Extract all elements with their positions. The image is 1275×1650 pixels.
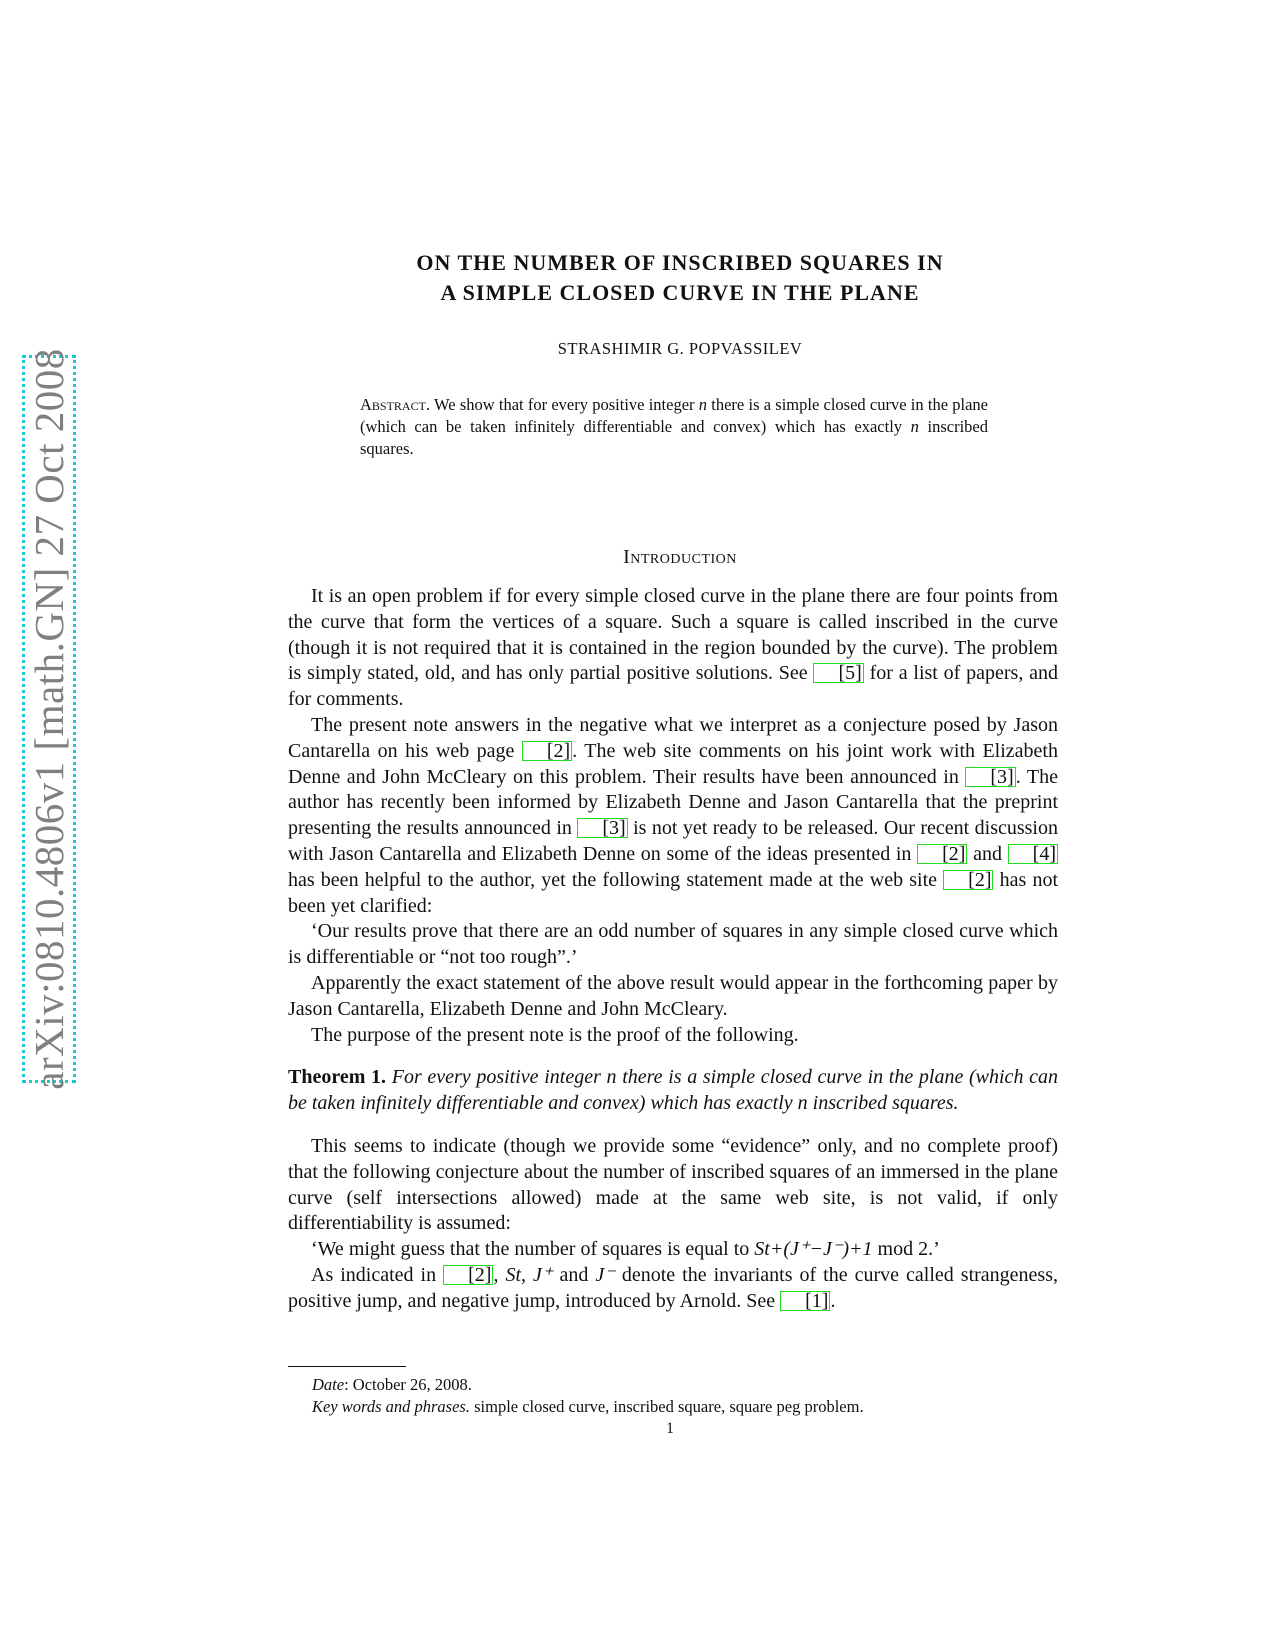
footnote-rule xyxy=(288,1366,406,1367)
paragraph-quote: ‘Our results prove that there are an odd number of squares in any simple closed curve which is differentiable or “not too rough”.’ xyxy=(288,920,1058,969)
paragraph-text: As indicated in xyxy=(311,1263,444,1286)
footnotes xyxy=(312,1374,1052,1418)
symbol-st: St xyxy=(505,1263,522,1286)
footnote-text: simple closed curve, inscribed square, square peg problem. xyxy=(469,1397,864,1416)
arxiv-identifier[interactable]: arXiv:0810.4806v1 [math.GN] 27 Oct 2008 xyxy=(26,348,72,1090)
paragraph-text: , xyxy=(493,1263,506,1286)
paragraph-text: . xyxy=(830,1289,836,1312)
abstract-label: Abstract. xyxy=(360,395,431,414)
citation-link[interactable]: [3] xyxy=(965,767,1015,787)
paragraph-text: , xyxy=(521,1263,534,1286)
paragraph-text: denote the invariants of the curve called strangeness, positive jump, and negative jump, introduced by Arnold. See xyxy=(288,1263,1058,1312)
footnote-text: : October 26, 2008. xyxy=(344,1375,472,1394)
citation-link[interactable]: [2] xyxy=(522,741,572,761)
citation-link[interactable]: [2] xyxy=(443,1265,493,1285)
footnote-label: Date xyxy=(312,1375,345,1394)
abstract-text: inscribed squares. xyxy=(360,417,989,458)
paragraph-6 xyxy=(288,1263,1058,1315)
citation-link[interactable]: [2] xyxy=(943,870,993,890)
citation-link[interactable]: [3] xyxy=(577,818,627,838)
citation-link[interactable]: [4] xyxy=(1008,844,1058,864)
citation-link[interactable]: [5] xyxy=(813,663,863,683)
footnote-label: Key words and phrases. xyxy=(312,1397,470,1416)
symbol-j-plus: J⁺ xyxy=(533,1263,553,1286)
paragraph-2 xyxy=(288,713,1058,919)
citation-link[interactable]: [1] xyxy=(780,1291,830,1311)
citation-link[interactable]: [2] xyxy=(917,844,967,864)
paragraph-text: and xyxy=(967,842,1008,865)
paragraph-text: and xyxy=(552,1263,596,1286)
theorem-1 xyxy=(288,1065,1058,1117)
theorem-label: Theorem 1. xyxy=(288,1066,387,1089)
body-text xyxy=(288,584,1058,1315)
title-line-1: ON THE NUMBER OF INSCRIBED SQUARES IN xyxy=(416,250,944,275)
abstract-text: there is a simple closed curve in the plane (which can be taken infinitely differentiable and convex) which has exactly xyxy=(360,395,989,436)
paragraph-text: The present note answers in the negative what we interpret as a conjecture posed by Jason Cantarella on his web page xyxy=(288,713,1058,762)
symbol-j-minus: J⁻ xyxy=(595,1263,615,1286)
paragraph-3: Apparently the exact statement of the above result would appear in the forthcoming paper by Jason Cantarella, Elizabeth Denne and John McCleary. xyxy=(288,971,1058,1020)
arxiv-stamp xyxy=(22,348,78,1090)
paper-title xyxy=(300,248,1060,308)
paragraph-conjecture-quote xyxy=(288,1237,1058,1263)
section-title-introduction: Introduction xyxy=(623,546,737,568)
formula: St+(J⁺−J⁻)+1 xyxy=(754,1238,873,1261)
abstract xyxy=(360,394,988,460)
paragraph-1 xyxy=(288,584,1058,713)
footnote-keywords xyxy=(312,1396,1052,1418)
paragraph-text: ‘We might guess that the number of squares is equal to xyxy=(311,1238,755,1261)
paragraph-text: is not yet ready to be released. Our recent discussion with Jason Cantarella and Elizabeth Denne on some of the ideas presented in xyxy=(288,817,1058,865)
paragraph-text: for a list of papers, and for comments. xyxy=(288,662,1059,711)
paragraph-5: This seems to indicate (though we provide some “evidence” only, and no complete proof) that the following conjecture about the number of inscribed squares of an immersed in the plane curve (self intersections allowed) made at the same web site, is not valid, if only differentiability is assumed: xyxy=(288,1134,1058,1235)
paragraph-4: The purpose of the present note is the proof of the following. xyxy=(311,1023,799,1046)
abstract-text: We show that for every positive integer xyxy=(430,395,699,414)
theorem-statement: For every positive integer n there is a simple closed curve in the plane (which can be taken infinitely differentiable and convex) which has exactly n inscribed squares. xyxy=(288,1066,1058,1115)
title-line-2: A SIMPLE CLOSED CURVE IN THE PLANE xyxy=(440,280,920,305)
abstract-var-n: n xyxy=(910,417,919,436)
page-number: 1 xyxy=(666,1420,674,1437)
paragraph-text: It is an open problem if for every simple closed curve in the plane there are four points from the curve that form the vertices of a square. Such a square is called inscribed in the curve (though it is not required that it is contained in the region bounded by the curve). The problem is simply stated, old, and has only partial positive solutions. See xyxy=(288,585,1058,685)
footnote-date xyxy=(312,1374,1052,1396)
paragraph-text: . The author has recently been informed by Elizabeth Denne and Jason Cantarella that the preprint presenting the results announced in xyxy=(288,765,1058,840)
author-name: STRASHIMIR G. POPVASSILEV xyxy=(557,339,803,358)
paragraph-text: . The web site comments on his joint work with Elizabeth Denne and John McCleary on this problem. Their results have been announced in xyxy=(288,739,1058,788)
paragraph-text: has not been yet clarified: xyxy=(288,868,1059,917)
abstract-var-n: n xyxy=(698,395,708,414)
paragraph-text: mod 2.’ xyxy=(872,1238,940,1261)
paragraph-text: has been helpful to the author, yet the following statement made at the web site xyxy=(288,868,944,891)
